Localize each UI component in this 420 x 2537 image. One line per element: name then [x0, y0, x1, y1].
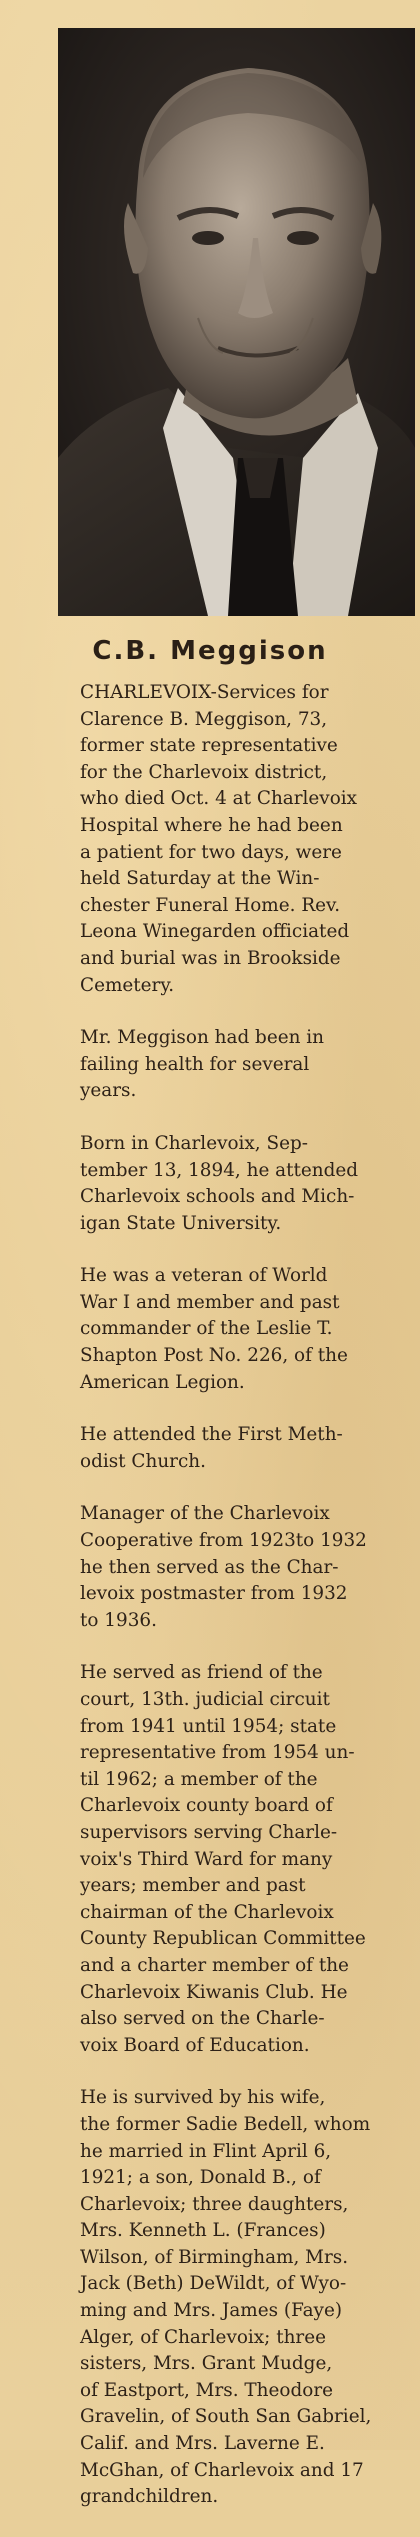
text-line: voix's Third Ward for many	[80, 1848, 333, 1870]
text-line: and a charter member of the	[80, 1954, 349, 1976]
text-line: failing health for several	[80, 1053, 310, 1075]
text-line: to 1936.	[80, 1609, 157, 1631]
text-line: igan State University.	[80, 1212, 282, 1234]
text-line: also served on the Charle-	[80, 2008, 325, 2030]
text-line: CHARLEVOIX-Services for	[80, 682, 329, 703]
text-line: the former Sadie Bedell, whom	[80, 2113, 371, 2135]
text-line: held Saturday at the Win-	[80, 868, 320, 890]
text-line: Manager of the Charlevoix	[80, 1503, 330, 1525]
text-line: ming and Mrs. James (Faye)	[80, 2300, 343, 2322]
text-line: Wilson, of Birmingham, Mrs.	[80, 2246, 349, 2268]
text-line: He is survived by his wife,	[80, 2087, 326, 2109]
obituary-body	[48, 680, 415, 2537]
text-line: chairman of the Charlevoix	[80, 1901, 334, 1923]
text-line: Charlevoix Kiwanis Club. He	[80, 1981, 348, 2003]
text-line: Mr. Meggison had been in	[80, 1027, 325, 1049]
text-line: Hospital where he had been	[80, 814, 343, 836]
text-line: Jack (Beth) DeWildt, of Wyo-	[80, 2273, 347, 2295]
text-line: County Republican Committee	[80, 1928, 366, 1950]
text-line: chester Funeral Home. Rev.	[80, 894, 341, 916]
text-line: til 1962; a member of the	[80, 1768, 318, 1790]
text-line: levoix postmaster from 1932	[80, 1583, 348, 1605]
text-line: Charlevoix schools and Mich-	[80, 1186, 355, 1208]
text-line: American Legion.	[80, 1371, 245, 1393]
text-line: Gravelin, of South San Gabriel,	[80, 2406, 372, 2428]
paragraph-career	[48, 1501, 415, 1634]
text-line: Cemetery.	[80, 974, 175, 996]
paragraph-services	[48, 680, 415, 999]
text-line: He attended the First Meth-	[80, 1424, 343, 1446]
text-line: 1921; a son, Donald B., of	[80, 2167, 321, 2189]
text-line: Born in Charlevoix, Sep-	[80, 1132, 308, 1154]
text-line: years; member and past	[80, 1875, 306, 1897]
paragraph-veteran	[48, 1263, 415, 1396]
text-line: Shapton Post No. 226, of the	[80, 1345, 348, 1367]
paragraph-survivors	[48, 2085, 415, 2511]
text-line: a patient for two days, were	[80, 841, 342, 863]
paragraph-birth	[48, 1131, 415, 1237]
obituary-headline: C.B. Meggison	[92, 636, 328, 666]
text-line: sisters, Mrs. Grant Mudge,	[80, 2353, 333, 2375]
text-line: McGhan, of Charlevoix and 17	[80, 2459, 364, 2481]
text-line: He served as friend of the	[80, 1662, 323, 1684]
text-line: he married in Flint April 6,	[80, 2140, 332, 2162]
text-line: and burial was in Brookside	[80, 947, 341, 969]
text-line: supervisors serving Charle-	[80, 1821, 338, 1843]
text-line: tember 13, 1894, he attended	[80, 1159, 359, 1181]
text-line: odist Church.	[80, 1450, 206, 1472]
text-line: from 1941 until 1954; state	[80, 1715, 337, 1737]
paragraph-public-service	[48, 1660, 415, 2059]
text-line: court, 13th. judicial circuit	[80, 1689, 330, 1710]
text-line: he then served as the Char-	[80, 1556, 339, 1578]
portrait-photo	[58, 28, 415, 616]
text-line: Calif. and Mrs. Laverne E.	[80, 2433, 325, 2455]
text-line: grandchildren.	[80, 2486, 219, 2508]
text-line: War I and member and past	[80, 1291, 340, 1313]
paragraph-church	[48, 1422, 415, 1475]
text-line: former state representative	[80, 735, 338, 757]
text-line: He was a veteran of World	[80, 1265, 328, 1287]
text-line: for the Charlevoix district,	[80, 761, 328, 783]
text-line: commander of the Leslie T.	[80, 1318, 333, 1340]
text-line: voix Board of Education.	[80, 2034, 310, 2056]
text-line: of Eastport, Mrs. Theodore	[80, 2379, 333, 2401]
text-line: who died Oct. 4 at Charlevoix	[80, 788, 358, 810]
paragraph-health	[48, 1025, 415, 1105]
text-line: Clarence B. Meggison, 73,	[80, 708, 328, 730]
text-line: Cooperative from 1923to 1932	[80, 1530, 367, 1552]
text-line: years.	[80, 1080, 137, 1102]
text-line: Alger, of Charlevoix; three	[80, 2326, 326, 2348]
text-line: Mrs. Kenneth L. (Frances)	[80, 2220, 326, 2242]
text-line: Charlevoix county board of	[80, 1795, 333, 1817]
text-line: Charlevoix; three daughters,	[80, 2193, 349, 2215]
text-line: representative from 1954 un-	[80, 1742, 355, 1764]
text-line: Leona Winegarden officiated	[80, 921, 350, 943]
